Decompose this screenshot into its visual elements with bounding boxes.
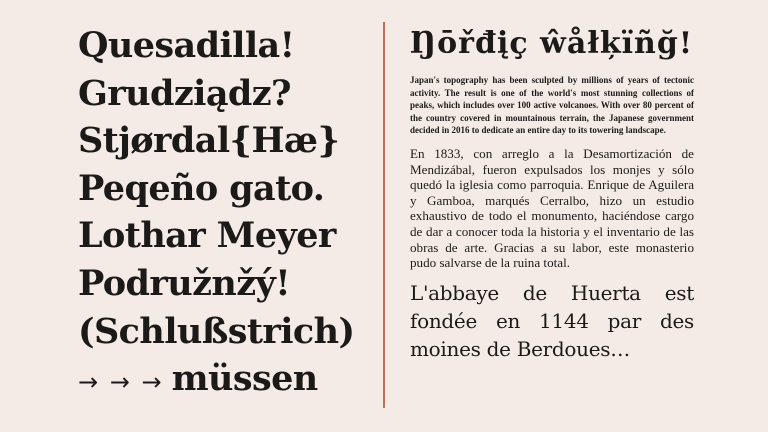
column-divider: [383, 22, 385, 408]
specimen-line-4: Peqeño gato.: [78, 167, 325, 209]
left-specimen-column: [78, 22, 368, 407]
paragraph-small: Japan's topography has been sculpted by millions of years of tectonic activity. The result is one of the world's most stunning collections of peaks, which includes over 100 active volcanoes. With over 80 percent of the country covered in mountainous terrain, the Japanese government decided in 2016 to dedicate an entire day to its towering landscape.: [410, 75, 694, 136]
specimen-line-6: Podružnžý!: [78, 262, 290, 304]
arrow-icons: → → →: [78, 368, 164, 397]
specimen-line-2: Grudziądz?: [78, 72, 291, 114]
specimen-line-7: (Schlußstrich): [78, 310, 355, 352]
specimen-line-8: [78, 355, 368, 407]
right-specimen-column: [410, 22, 694, 363]
paragraph-large: L'abbaye de Huerta est fondée en 1144 par des moines de Berdoues…: [410, 280, 694, 361]
specimen-line-1: Quesadilla!: [78, 25, 295, 66]
specimen-line-5: Lothar Meyer: [78, 215, 336, 257]
paragraph-medium: En 1833, con arreglo a la Desamortización de Mendizábal, fueron expulsados los monjes y sólo quedó la iglesia como parroquia. Enrique de Aguilera y Gamboa, marqués Cerralbo, hizo un estudio exhaustivo de todo el monumento, haciéndose cargo de dar a conocer toda la historia y el inventario de las obras de arte. Gracias a su labor, este monasterio pudo salvarse de la ruina total.: [410, 145, 694, 271]
specimen-word-mussen: müssen: [171, 358, 318, 400]
specimen-line-3: Stjørdal{Hæ}: [78, 120, 340, 162]
specimen-title: Ŋōřđįç ŵåłķïñğ!: [410, 26, 694, 61]
